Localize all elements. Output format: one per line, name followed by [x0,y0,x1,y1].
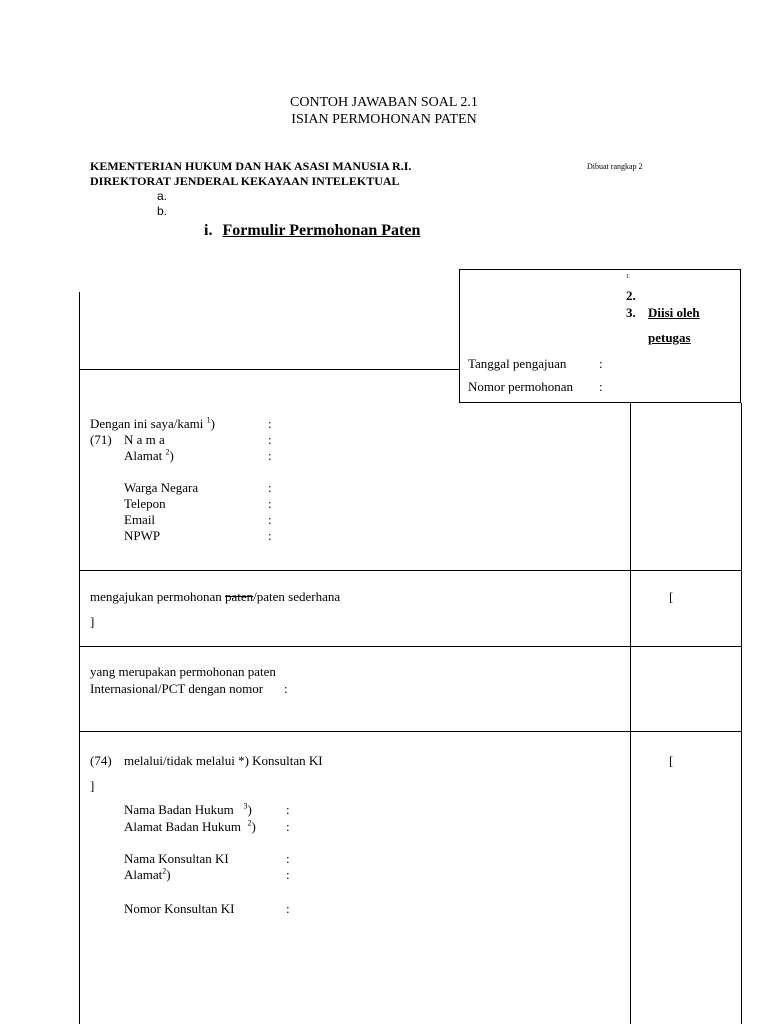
officer-item-3: 3. [626,305,636,320]
email-label: Email [124,512,156,527]
application-type-suffix: /paten sederhana [253,589,341,604]
directorate-name: DIREKTORAT JENDERAL KEKAYAAN INTELEKTUAL [90,174,400,188]
consultant-number-colon: : [286,901,290,916]
applicant-name-colon: : [268,432,272,447]
pct-colon: : [284,681,288,696]
npwp-label: NPWP [124,528,161,543]
legal-entity-name-text: Nama Badan Hukum [124,802,234,817]
paren: ) [251,819,256,834]
list-item-b: b. [157,204,168,218]
row-divider-3 [79,646,741,647]
phone-label: Telepon [124,496,166,511]
legal-entity-name-label [124,802,252,818]
paren: ) [169,448,174,463]
legal-entity-address-label [124,819,256,835]
form-left-border [79,292,80,1024]
pct-line2: Internasional/PCT dengan nomor [90,681,264,696]
applicant-name-label: N a m a [124,432,165,447]
consultant-close-bracket[interactable]: ] [90,778,95,793]
consultant-number-label: Nomor Konsultan KI [124,901,235,916]
row-divider-4 [79,731,741,732]
consultant-code: (74) [90,753,112,768]
officer-label-line2: petugas [648,330,691,345]
row-divider-1 [79,369,459,370]
form-title-text: Formulir Permohonan Paten [222,222,421,239]
consultant-text: melalui/tidak melalui *) Konsultan KI [124,753,323,768]
applicant-intro [90,416,215,432]
form-title-number: i. [204,222,213,239]
legal-entity-address-text: Alamat Badan Hukum [124,819,241,834]
application-type-text [90,589,340,605]
applicant-address-colon: : [268,448,272,463]
npwp-colon: : [268,528,272,543]
nationality-label: Warga Negara [124,480,199,495]
officer-item-2: 2. [626,288,636,303]
officer-item-1: 1. [626,274,631,280]
email-colon: : [268,512,272,527]
footnote-ref: 3 [243,801,248,811]
application-number-label: Nomor permohonan [468,379,574,394]
phone-colon: : [268,496,272,511]
applicant-intro-text: Dengan ini saya/kami [90,416,204,431]
list-item-a: a. [157,189,168,203]
applicant-intro-colon: : [268,416,272,431]
application-number-colon: : [599,379,603,394]
application-type-open-bracket[interactable]: [ [669,589,674,604]
legal-entity-address-colon: : [286,819,290,834]
footnote-ref: 2 [162,866,167,876]
pct-line1: yang merupakan permohonan paten [90,664,276,679]
application-type-prefix: mengajukan permohonan [90,589,226,604]
ministry-name: KEMENTERIAN HUKUM DAN HAK ASASI MANUSIA R.I. [90,159,412,173]
application-type-struck: paten [225,589,254,604]
document-title-line1: CONTOH JAWABAN SOAL 2.1 [290,95,478,110]
paren: ) [166,867,171,882]
footnote-ref: 1 [206,415,211,425]
row-divider-2 [79,570,741,571]
form-right-border [741,403,742,1024]
column-divider [630,403,631,1024]
applicant-address-label [124,448,174,464]
copies-note: Dibuat rangkap 2 [587,162,643,171]
filing-date-label: Tanggal pengajuan [468,356,567,371]
consultant-address-text: Alamat [124,867,163,882]
paren: ) [210,416,215,431]
officer-label-line1: Diisi oleh [648,305,700,320]
paren: ) [247,802,252,817]
application-type-close-bracket[interactable]: ] [90,614,95,629]
footnote-ref: 2 [165,447,170,457]
form-title [204,222,420,240]
applicant-code: (71) [90,432,112,447]
address-text: Alamat [124,448,163,463]
consultant-name-colon: : [286,851,290,866]
consultant-open-bracket[interactable]: [ [669,753,674,768]
filing-date-colon: : [599,356,603,371]
document-title-line2: ISIAN PERMOHONAN PATEN [291,112,477,127]
consultant-address-colon: : [286,867,290,882]
legal-entity-name-colon: : [286,802,290,817]
consultant-address-label [124,867,171,883]
consultant-name-label: Nama Konsultan KI [124,851,229,866]
nationality-colon: : [268,480,272,495]
footnote-ref: 2 [247,818,252,828]
